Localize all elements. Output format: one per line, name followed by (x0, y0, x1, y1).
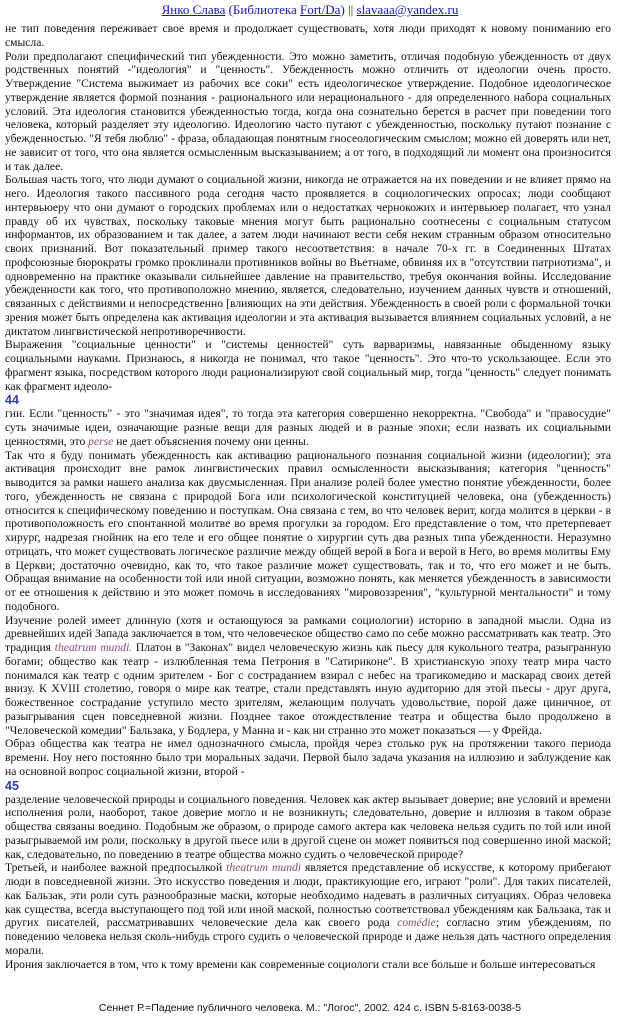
italic-term: perse (88, 434, 114, 448)
paragraph-text: Выражения "социальные ценности" и "системы ценностей" суть варваризмы, навязанные обыденному языку социальными науками. Признаюсь, я никогда не понимал, что такое "ценность". Это что-то ускользающее. Если это фрагмент языка, посредством которого люди рационализируют свой социальный мир, тогда "ценность" следует понимать как фрагмент идеоло- (5, 338, 611, 393)
paragraph (5, 737, 611, 778)
paragraph (5, 793, 611, 862)
page-number: 45 (5, 778, 19, 793)
paragraph (5, 861, 611, 957)
paragraph (5, 173, 611, 338)
paragraph (5, 338, 611, 393)
header-separator: || (344, 2, 357, 17)
paragraph-text: Образ общества как театра не имел однозначного смысла, пройдя через столько рук на протяжении такого периода времени. Ноу него постоянно было три моральных задачи. Первой было задача указания на иллюзию и заблуждение как на основной вопрос социальной жизни, второй - (5, 737, 611, 778)
paragraph (5, 449, 611, 614)
paragraph (5, 958, 611, 972)
library-link[interactable]: Fort/Da (300, 2, 341, 17)
page-footer: Сеннет Р.=Падение публичного человека. М.: "Логос", 2002. 424 с. ISBN 5-8163-0038-5 (98, 1002, 522, 1014)
paragraph-text: не дает объяснения почему они ценны. (113, 434, 309, 448)
email-link[interactable]: slavaaa@yandex.ru (356, 2, 459, 17)
paragraph-text: Роли предполагают специфический тип убежденности. Это можно заметить, отличая подобную убежденность от двух родственных понятий -"идеология" и "ценность". Убежденность можно отличить от идеологии очень просто. Утверждение "Система выжимает из рабочих все соки" есть идеологическое утверждение. Подобное идеологическое утверждение является формой познания - рационального или нерационального - для определенного набора социальных условий. Эта идеология становится убежденностью тогда, когда она сознательно берется в расчет при поведении того человека, который разделяет эту идеологию. Идеологию часто путают с убежденностью, поскольку путают познание с убежденностью. "Я тебя люблю" - фраза, обладающая понятным гносеологическим смыслом; можно ей доверять или нет, не зависит от того, что она является осмысленным высказыванием; а от того, в подходящий ли момент она произносится и так далее. (5, 49, 611, 173)
paragraph-text: разделение человеческой природы и социального поведения. Человек как актер вызывает доверие; вне условий и времени исполнения роли, наоборот, такое доверие могло и не возникнуть; следовательно, доверие и иллюзия в таком образе общества связаны воедино. Подобным же образом, о природе самого актера как человека нельзя судить по той или иной разыгрываемой им роли, поскольку в другой пьесе или в другой сцене он может появиться под совершенно иной маской; как, следовательно, по поведению в театре общества можно судить о человеческой природе? (5, 792, 611, 861)
paragraph (5, 614, 611, 738)
library-prefix: (Библиотека (225, 2, 300, 17)
paragraph-text: является представление об искусстве, к которому прибегают люди в повседневной жизни. Это искусство поведения и люди, практикующие его, играют "роли". Для таких писателей, как Бальзак, эти роли суть разнообразные маски, которые необходимо надевать в различных ситуациях. Образ человека как существа, всегда выступающего под той или иной маской, полностью соответствовал убеждениям как Бальзака, так и других писателей, рассматривавших человеческие дела как своего рода (5, 861, 611, 930)
paragraph-text: ; согласно этим убеждениям, по поведению человека нельзя сколь-нибудь строго судить о человеческой природе и даже нельзя дать частного определения морали. (5, 916, 611, 957)
paragraph-text: не тип поведения переживает свое время и продолжает существовать, хотя люди приходят к новому пониманию его смысла. (5, 22, 611, 49)
paragraph-text: Платон в "Законах" видел человеческую жизнь как пьесу для кукольного театра, разыгранную богами; общество как театр - излюбленная тема Петрония в "Сатириконе". В христианскую эпоху театр мира часто понимался как театр с одним зрителем - Бог с состраданием взирал с небес на трагикомедию и маскарад своих детей внизу. К XVIII столетию, говоря о мире как театре, стали представлять иную аудиторию для этой пьесы - друг друга, божественное сострадание уступило место зрителям, желающим получать удовольствие, порой даже циничное, от разыгрывания сцен повседневной жизни. Позднее такое отождествление театра и общества было продолжено в "Человеческой комедии" Бальзака, у Бодлера, у Манна и - как ни странно это может показаться — у Фрейда. (5, 641, 611, 737)
paragraph (5, 50, 611, 174)
paragraph-text: Изучение ролей имеет длинную (хотя и остающуюся за рамками социологии) историю в западной мысли. Одна из древнейших идей Запада заключается в том, что человеческое общество само по себе можно рассматривать как театр. Это традиция (5, 613, 611, 654)
paragraph (5, 22, 611, 50)
paragraph-text: Большая часть того, что люди думают о социальной жизни, никогда не отражается на их поведении и не влияет прямо на него. Идеология такого пассивного рода сегодня часто проявляется в социологических опросах; люди сообщают интервьюеру что они думают о городских проблемах или о недостатках чернокожих и интервьюер полагает, что узнал правду об их чувствах, поскольку таковые мнения могут быть рационально соотнесены с социальным статусом информантов, их образованием и так далее, а затем люди начинают вести себя неким странным образом относительно своих признаний. Вот показательный пример такого несоответствия: в начале 70-х гг. в Соединенных Штатах профсоюзные бюрократы громко проклинали противников войны во Вьетнаме, обвиняя их в "отсутствии патриотизма", и одновременно на практике оказывали сильнейшее давление на правительство, требуя окончания войны. Исследование убежденности как того, что противоположно мнению, является, следовательно, изучением данных чувств и отношений, связанных с действиями и непосредственно [влияющих на эти действия. Убежденность в своей роли с формальной точки зрения может быть определена как активация идеологии и эта активация вызывается влиянием социальных условий, а не диктатом лингвистической непротиворечивости. (5, 173, 611, 338)
paragraph-text: гии. Если "ценность" - это "значимая идея", то тогда эта категория совершенно некорректна. "Свобода" и "правосудие" суть значимые идеи, означающие разные вещи для разных людей и в разные эпохи; если назвать их социальными ценностями, это (5, 407, 611, 448)
paragraph-text: Третьей, и наиболее важной предпосылкой (5, 861, 227, 875)
document-body (5, 22, 611, 971)
italic-term: theatrum mundi (226, 861, 302, 875)
library-suffix: ) (340, 2, 345, 17)
page-number: 44 (5, 393, 19, 408)
paragraph (5, 407, 611, 448)
italic-term: comédie (397, 916, 436, 930)
paragraph-text: Так что я буду понимать убежденность как активацию рационального познания социальной жизни (идеологии); эта активация происходит вне рамок лингвистических правил осмысленности высказывания; категория "ценность" выводится за рамки нашего анализа как двусмысленная. При анализе ролей более уместно понятие убежденности, более того, убежденность не связана с природой Бога или психологической конституцией человека, она (убежденность) относится к специфическому поведению и поступкам. Она связана с тем, во что человек верит, когда молится в церкви - в противоположность его спонтанной молитве во время прогулки за городом. Его представление о том, что претерпевает хирург, надрезая гнойник на его теле и его общее понятие о хирургии суть два разных типа убежденности. Неразумно отрицать, что может существовать логическое различие между общей верой в Бога и верой в Него, во время молитвы Ему в Церкви; достаточно очевидно, как то, что такое различие может существовать, так и то, что его может и не быть. Обращая внимание на особенности той или иной ситуации, возможно понять, как меняется убежденность в зависимости от ее отношения к действию и это может помочь в исследованиях "мировоззрения", "культурной ментальности" и тому подобного. (5, 448, 611, 613)
author-link[interactable]: Янко Слава (161, 2, 226, 17)
page-header (0, 2, 620, 18)
paragraph-text: Ирония заключается в том, что к тому времени как современные социологи стали все больше и больше интересоваться (5, 957, 596, 971)
italic-term: theatrum mundi. (54, 641, 133, 654)
